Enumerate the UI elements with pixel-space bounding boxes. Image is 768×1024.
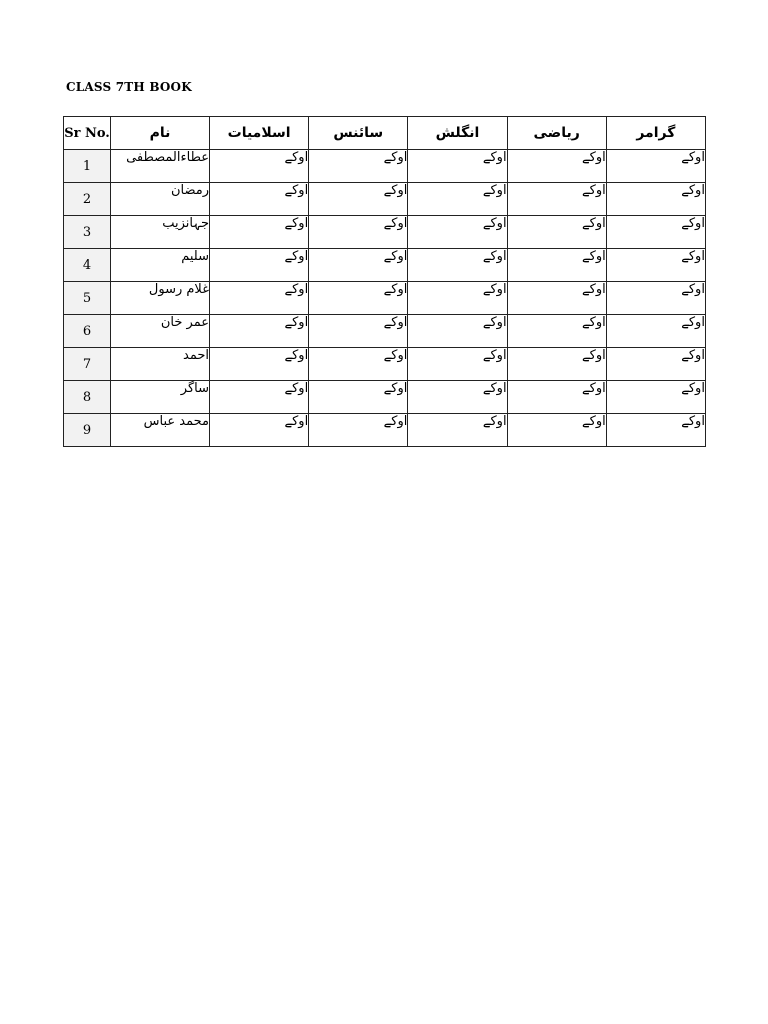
cell-math: اوکے	[507, 183, 606, 216]
cell-science: اوکے	[309, 348, 408, 381]
cell-english: اوکے	[408, 282, 507, 315]
cell-islamiat: اوکے	[210, 249, 309, 282]
cell-sr: 7	[64, 348, 111, 381]
cell-grammar: اوکے	[606, 414, 705, 447]
cell-islamiat: اوکے	[210, 414, 309, 447]
cell-english: اوکے	[408, 315, 507, 348]
cell-grammar: اوکے	[606, 150, 705, 183]
cell-name: محمد عباس	[111, 414, 210, 447]
cell-science: اوکے	[309, 315, 408, 348]
header-math: ریاضی	[507, 117, 606, 150]
header-grammar: گرامر	[606, 117, 705, 150]
cell-math: اوکے	[507, 282, 606, 315]
cell-islamiat: اوکے	[210, 381, 309, 414]
cell-name: ساگر	[111, 381, 210, 414]
cell-english: اوکے	[408, 249, 507, 282]
cell-math: اوکے	[507, 315, 606, 348]
table-header	[64, 117, 706, 150]
header-name: نام	[111, 117, 210, 150]
cell-name: عطاءالمصطفی	[111, 150, 210, 183]
cell-grammar: اوکے	[606, 249, 705, 282]
page-title: CLASS 7TH BOOK	[66, 80, 192, 94]
cell-grammar: اوکے	[606, 216, 705, 249]
header-islamiat: اسلامیات	[210, 117, 309, 150]
status-table	[63, 116, 706, 447]
cell-science: اوکے	[309, 381, 408, 414]
header-sr: Sr No.	[64, 117, 111, 150]
cell-math: اوکے	[507, 381, 606, 414]
cell-islamiat: اوکے	[210, 348, 309, 381]
cell-islamiat: اوکے	[210, 315, 309, 348]
cell-english: اوکے	[408, 414, 507, 447]
table-row	[64, 414, 706, 447]
table-row	[64, 282, 706, 315]
table-row	[64, 183, 706, 216]
header-row	[64, 117, 706, 150]
cell-sr: 4	[64, 249, 111, 282]
cell-math: اوکے	[507, 414, 606, 447]
cell-english: اوکے	[408, 216, 507, 249]
header-english: انگلش	[408, 117, 507, 150]
cell-math: اوکے	[507, 216, 606, 249]
cell-name: سلیم	[111, 249, 210, 282]
table-row	[64, 150, 706, 183]
cell-science: اوکے	[309, 183, 408, 216]
cell-sr: 2	[64, 183, 111, 216]
cell-grammar: اوکے	[606, 381, 705, 414]
table-row	[64, 348, 706, 381]
cell-math: اوکے	[507, 249, 606, 282]
cell-science: اوکے	[309, 414, 408, 447]
cell-grammar: اوکے	[606, 183, 705, 216]
cell-english: اوکے	[408, 381, 507, 414]
cell-sr: 3	[64, 216, 111, 249]
cell-name: رمضان	[111, 183, 210, 216]
cell-math: اوکے	[507, 348, 606, 381]
cell-name: غلام رسول	[111, 282, 210, 315]
table-row	[64, 249, 706, 282]
table-row	[64, 381, 706, 414]
cell-name: عمر خان	[111, 315, 210, 348]
header-science: سائنس	[309, 117, 408, 150]
cell-sr: 9	[64, 414, 111, 447]
cell-grammar: اوکے	[606, 282, 705, 315]
cell-science: اوکے	[309, 282, 408, 315]
cell-sr: 1	[64, 150, 111, 183]
table-body	[64, 150, 706, 447]
cell-islamiat: اوکے	[210, 183, 309, 216]
cell-english: اوکے	[408, 183, 507, 216]
cell-grammar: اوکے	[606, 348, 705, 381]
cell-english: اوکے	[408, 348, 507, 381]
cell-science: اوکے	[309, 150, 408, 183]
cell-sr: 8	[64, 381, 111, 414]
cell-sr: 6	[64, 315, 111, 348]
cell-islamiat: اوکے	[210, 216, 309, 249]
cell-islamiat: اوکے	[210, 282, 309, 315]
cell-science: اوکے	[309, 216, 408, 249]
table-row	[64, 315, 706, 348]
cell-science: اوکے	[309, 249, 408, 282]
cell-islamiat: اوکے	[210, 150, 309, 183]
cell-sr: 5	[64, 282, 111, 315]
cell-math: اوکے	[507, 150, 606, 183]
cell-name: احمد	[111, 348, 210, 381]
cell-english: اوکے	[408, 150, 507, 183]
table-row	[64, 216, 706, 249]
cell-grammar: اوکے	[606, 315, 705, 348]
cell-name: جہانزیب	[111, 216, 210, 249]
